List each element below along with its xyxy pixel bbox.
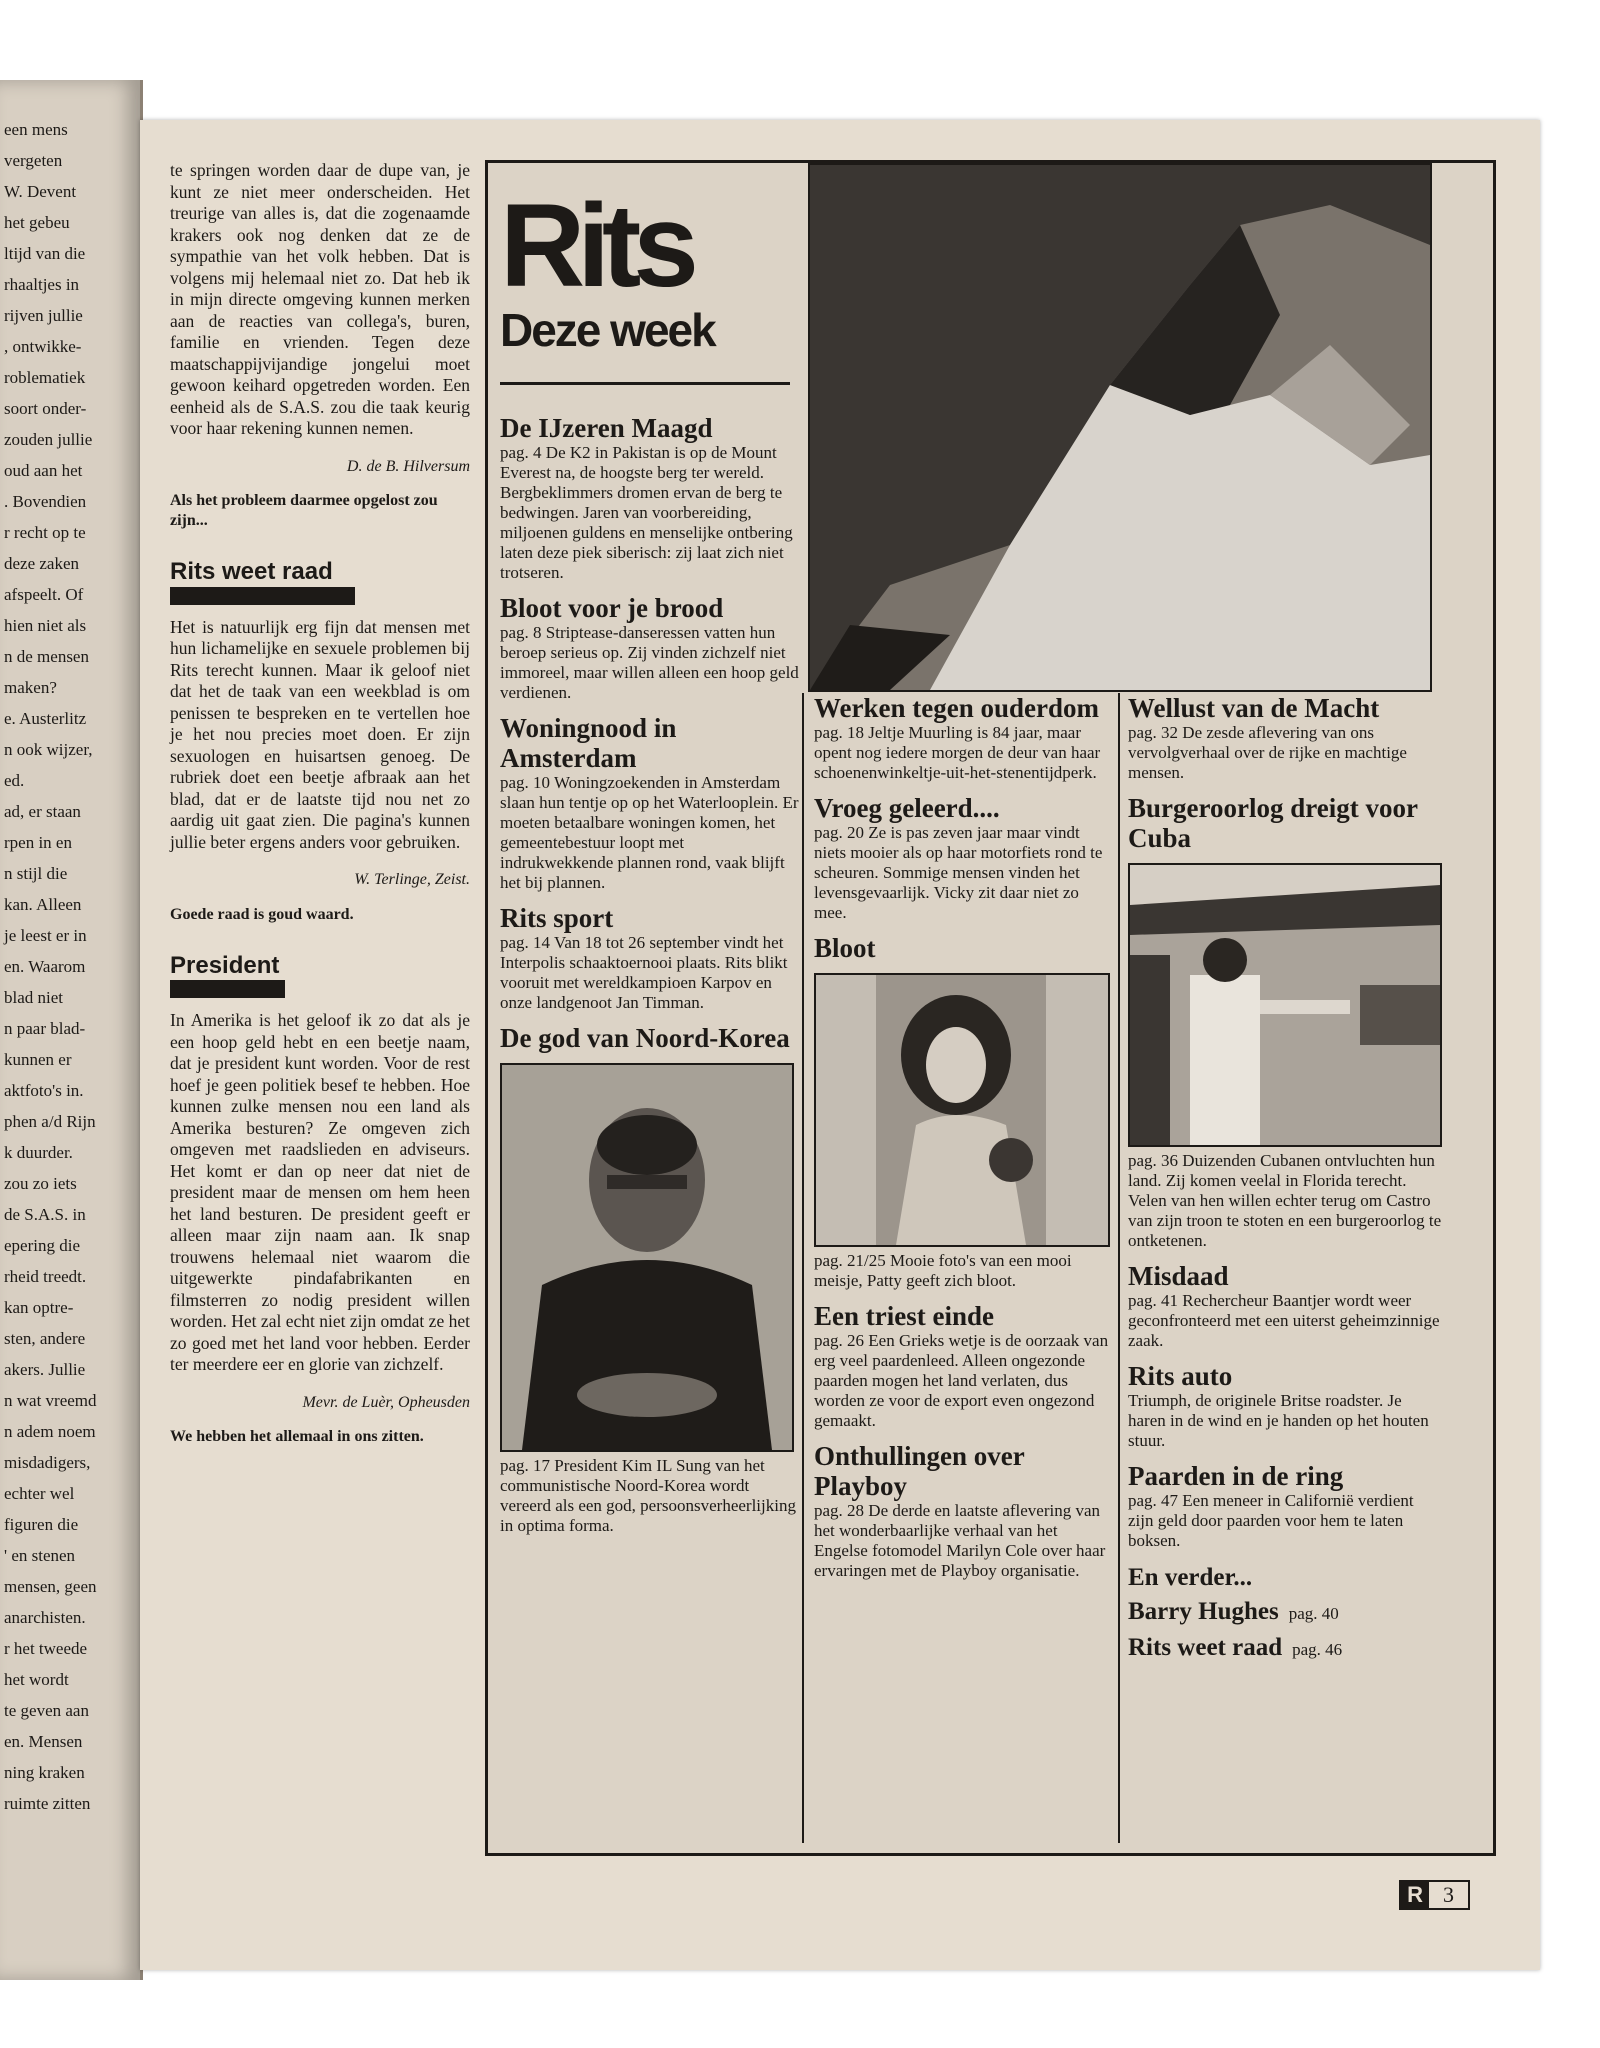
previous-page-text-fragment: mensen, geen	[4, 1577, 97, 1596]
previous-page-text-fragment: rijven jullie	[4, 306, 83, 325]
page-number: R 3	[1399, 1880, 1470, 1910]
rits-logo-small: R	[1401, 1882, 1429, 1908]
previous-page-text-fragment: k duurder.	[4, 1143, 73, 1162]
editor-reply: We hebben het allemaal in ons zitten.	[170, 1428, 424, 1445]
more-title: En verder...	[1128, 1564, 1253, 1591]
letter-heading: Rits weet raad	[170, 558, 333, 585]
contents-column-1	[500, 413, 800, 1536]
masthead	[500, 180, 790, 385]
previous-page-text-fragment: roblematiek	[4, 368, 86, 387]
story-item[interactable]: Burgeroorlog dreigt voor Cuba	[1128, 793, 1418, 853]
photo-caption: pag. 36 Duizenden Cubanen ontvluchten hun land. Zij komen veelal in Florida terecht. Velen van hen willen echter terug om Castro van zijn troon te stoten en een burgeroorlog te ontketenen.	[1128, 1151, 1442, 1250]
previous-page-text-fragment: rheid treedt.	[4, 1267, 87, 1286]
previous-page-text-fragment: n de mensen	[4, 647, 89, 666]
previous-page-text-fragment: oud aan het	[4, 461, 83, 480]
story-item[interactable]: Een triest einde pag. 26 Een Grieks wetje is de oorzaak van erg veel paardenleed. Alleen ongezonde paarden mogen het land verlaten, dus worden ze voor de export even ongezond gemaakt.	[814, 1301, 1109, 1430]
story-item[interactable]: De god van Noord-Korea	[500, 1023, 790, 1053]
previous-page-text-fragment: n stijl die	[4, 864, 68, 883]
letter-signature: Mevr. de Luèr, Opheusden	[302, 1393, 470, 1411]
previous-page-text-fragment: zouden jullie	[4, 430, 93, 449]
previous-page-text-fragment: deze zaken	[4, 554, 80, 573]
previous-page-text-fragment: rhaaltjes in	[4, 275, 80, 294]
previous-page-text-fragment: ruimte zitten	[4, 1794, 91, 1813]
story-item[interactable]: De IJzeren Maagd pag. 4 De K2 in Pakistan is op de Mount Everest na, de hoogste berg ter wereld. Bergbeklimmers dromen ervan de berg te bedwingen. Jaren van voorbereiding, miljoenen guldens en menselijke ontbering laten deze piek siberisch: zij laat zich niet trotseren.	[500, 413, 793, 582]
previous-page-text-fragment: het gebeu	[4, 213, 70, 232]
previous-page-text-fragment: blad niet	[4, 988, 64, 1007]
masthead-logo: Rits	[500, 180, 691, 312]
previous-page-text-fragment: een mens	[4, 120, 68, 139]
previous-page-text-fragment: kan. Alleen	[4, 895, 82, 914]
column-divider	[1118, 693, 1120, 1843]
story-item[interactable]: Werken tegen ouderdom pag. 18 Jeltje Muurling is 84 jaar, maar opent nog iedere morgen de deur van haar schoenenwinkeltje-uit-het-stenentijdperk.	[814, 693, 1101, 782]
bloot-photo	[814, 973, 1110, 1247]
letters-column	[170, 160, 470, 1477]
previous-page-text-fragment: n paar blad-	[4, 1019, 86, 1038]
letter-text: te springen worden daar de dupe van, je kunt ze niet meer onderscheiden. Het treurige van alles is, dat die zogenaamde krakers ook nog denken dat ze de sympathie van het volk hebben. Dat is volgens mij helemaal niet zo. Dat heb ik in mijn directe omgeving kunnen merken aan de reacties van collega's, buren, familie en vrienden. Tegen deze maatschappijvijandige jongelui moet gewoon keihard opgetreden worden. Een eenheid als de S.A.S. zou die taak keurig voor haar rekening kunnen nemen.	[170, 160, 470, 438]
letter-text: In Amerika is het geloof ik zo dat als je een hoop geld hebt en een beetje naam, dat je president kunt worden. Voor de rest hoef je geen politiek besef te hebben. Hoe kunnen zulke mensen nou een land als Amerika besturen? Ze omgeven zich omgeven met raadslieden en adviseurs. Het komt er dan op neer dat niet de president maar de mensen om hem heen het land besturen. De president geeft er alleen maar zijn naam aan. Ik snap trouwens helemaal niet waarom die uitgewerkte pindafabrikanten en filmsterren zo nodig president willen worden. Het zal echt niet zijn omdat ze het zo goed met het land voor hebben. Eerder ter meerdere eer en glorie van zichzelf.	[170, 1010, 470, 1374]
previous-page-text-fragment: ad, er staan	[4, 802, 81, 821]
previous-page-text-fragment: misdadigers,	[4, 1453, 91, 1472]
previous-page-text-fragment: , ontwikke-	[4, 337, 82, 356]
previous-page-text-fragment: je leest er in	[4, 926, 87, 945]
previous-page-text-fragment: soort onder-	[4, 399, 87, 418]
letter-signature: D. de B. Hilversum	[346, 457, 470, 475]
letter-heading: President	[170, 951, 280, 979]
story-item[interactable]: Misdaad pag. 41 Rechercheur Baantjer wordt weer geconfronteerd met een uiterst geheimzinnige zaak.	[1128, 1261, 1440, 1350]
previous-page-text-fragment: n wat vreemd	[4, 1391, 97, 1410]
previous-page-text-fragment: r recht op te	[4, 523, 86, 542]
story-item[interactable]: Rits sport pag. 14 Van 18 tot 26 september vindt het Interpolis schaaktoernooi plaats. Rits blikt vooruit met wereldkampioen Karpov en onze landgenoot Jan Timman.	[500, 903, 788, 1012]
previous-page-text-fragment: . Bovendien	[4, 492, 87, 511]
previous-page-text-fragment: sten, andere	[4, 1329, 86, 1348]
previous-page-text-fragment: maken?	[4, 678, 57, 697]
story-item[interactable]: Paarden in de ring pag. 47 Een meneer in Californië verdient zijn geld door paarden voor hem te laten boksen.	[1128, 1461, 1414, 1550]
previous-page-text-fragment: phen a/d Rijn	[4, 1112, 96, 1131]
previous-page-text-fragment: kunnen er	[4, 1050, 72, 1069]
previous-page-text-fragment: vergeten	[4, 151, 63, 170]
previous-page-text-fragment: figuren die	[4, 1515, 79, 1534]
photo-caption: pag. 17 President Kim IL Sung van het communistische Noord-Korea wordt vereerd als een god, persoonsverheerlijking in optima forma.	[500, 1456, 796, 1535]
story-item[interactable]: Bloot	[814, 933, 876, 963]
previous-page-text-fragment: de S.A.S. in	[4, 1205, 86, 1224]
contents-column-3	[1128, 693, 1443, 1667]
kim-il-sung-photo	[500, 1063, 794, 1452]
previous-page-text-fragment: ning kraken	[4, 1763, 85, 1782]
previous-page-text-fragment: r het tweede	[4, 1639, 88, 1658]
editor-reply: Goede raad is goud waard.	[170, 905, 354, 923]
previous-page-text-fragment: kan optre-	[4, 1298, 74, 1317]
previous-page-text-fragment: zou zo iets	[4, 1174, 77, 1193]
magazine-spread	[0, 80, 1600, 1980]
previous-page-text-fragment: te geven aan	[4, 1701, 89, 1720]
story-item[interactable]: Woningnood in Amsterdam pag. 10 Woningzoekenden in Amsterdam slaan hun tentje op op het Waterlooplein. Er moeten betaalbare woningen komen, het gemeentebestuur loopt met indrukwekkende plannen rond, vaak blijft het bij plannen.	[500, 713, 799, 892]
previous-page-text-fragment: ed.	[4, 771, 25, 790]
previous-page-text-fragment: e. Austerlitz	[4, 709, 87, 728]
masthead-subtitle: Deze week	[500, 304, 715, 356]
previous-page-text-fragment: rpen in en	[4, 833, 72, 852]
previous-page-text-fragment: ltijd van die	[4, 244, 86, 263]
story-item[interactable]: Rits auto Triumph, de originele Britse roadster. Je haren in de wind en je handen op het houten stuur.	[1128, 1361, 1429, 1450]
more-item[interactable]: Rits weet raad pag. 46	[1128, 1634, 1343, 1661]
story-item[interactable]: Onthullingen over Playboy pag. 28 De derde en laatste aflevering van het wonderbaarlijke verhaal van het Engelse fotomodel Marilyn Cole over haar ervaringen met de Playboy organisatie.	[814, 1441, 1106, 1580]
previous-page-text-fragment: echter wel	[4, 1484, 75, 1503]
more-item[interactable]: Barry Hughes pag. 40	[1128, 1598, 1339, 1625]
previous-page-text-fragment: afspeelt. Of	[4, 585, 84, 604]
previous-page-text-fragment: het wordt	[4, 1670, 69, 1689]
previous-page-text-fragment: en. Waarom	[4, 957, 86, 976]
previous-page-text-fragment: aktfoto's in.	[4, 1081, 84, 1100]
contents-box	[485, 160, 1496, 1856]
story-item[interactable]: Vroeg geleerd.... pag. 20 Ze is pas zeven jaar maar vindt niets mooier als op haar motorfiets rond te scheuren. Sommige mensen vinden het levensgevaarlijk. Vicky zit daar niet zo mee.	[814, 793, 1103, 922]
previous-page-text-fragment: akers. Jullie	[4, 1360, 86, 1379]
mountain-photo	[808, 163, 1432, 692]
column-divider	[802, 693, 804, 1843]
story-item[interactable]: Wellust van de Macht pag. 32 De zesde aflevering van ons vervolgverhaal over de rijke en machtige mensen.	[1128, 693, 1407, 782]
editor-reply: Als het probleem daarmee opgelost zou zijn...	[170, 492, 438, 529]
previous-page-text-fragment: anarchisten.	[4, 1608, 86, 1627]
previous-page-text-fragment: W. Devent	[4, 182, 77, 201]
letter-text: Het is natuurlijk erg fijn dat mensen met hun lichamelijke en sexuele problemen bij Rits terecht kunnen. Maar ik geloof niet dat het de taak van een weekblad is om penissen te bespreken en te vertellen hoe je het nou precies moet doen. Er zijn sexuologen en huisartsen genoeg. De rubriek doet een beetje afbraak aan het blad, dat er de laatste tijd nou net zo aardig uit gaat zien. Die pagina's kunnen jullie beter ergens anders voor gebruiken.	[170, 616, 470, 852]
previous-page-edge	[0, 80, 143, 1980]
previous-page-text-fragment: hien niet als	[4, 616, 87, 635]
previous-page-text-fragment: en. Mensen	[4, 1732, 83, 1751]
story-item[interactable]: Bloot voor je brood pag. 8 Striptease-danseressen vatten hun beroep serieus op. Zij vinden zichzelf niet immoreel, maar willen alleen een hoop geld verdienen.	[500, 593, 799, 702]
contents-column-2	[814, 693, 1114, 1591]
photo-caption: pag. 21/25 Mooie foto's van een mooi meisje, Patty geeft zich bloot.	[814, 1251, 1072, 1290]
magazine-page	[140, 120, 1540, 1970]
letter-signature: W. Terlinge, Zeist.	[354, 871, 470, 888]
previous-page-text-fragment: n ook wijzer,	[4, 740, 93, 759]
heading-bar	[170, 587, 355, 605]
previous-page-text-fragment: ' en stenen	[4, 1546, 76, 1565]
heading-bar	[170, 980, 285, 998]
cuba-photo	[1128, 863, 1442, 1147]
previous-page-text-fragment: epering die	[4, 1236, 80, 1255]
previous-page-text-fragment: n adem noem	[4, 1422, 96, 1441]
